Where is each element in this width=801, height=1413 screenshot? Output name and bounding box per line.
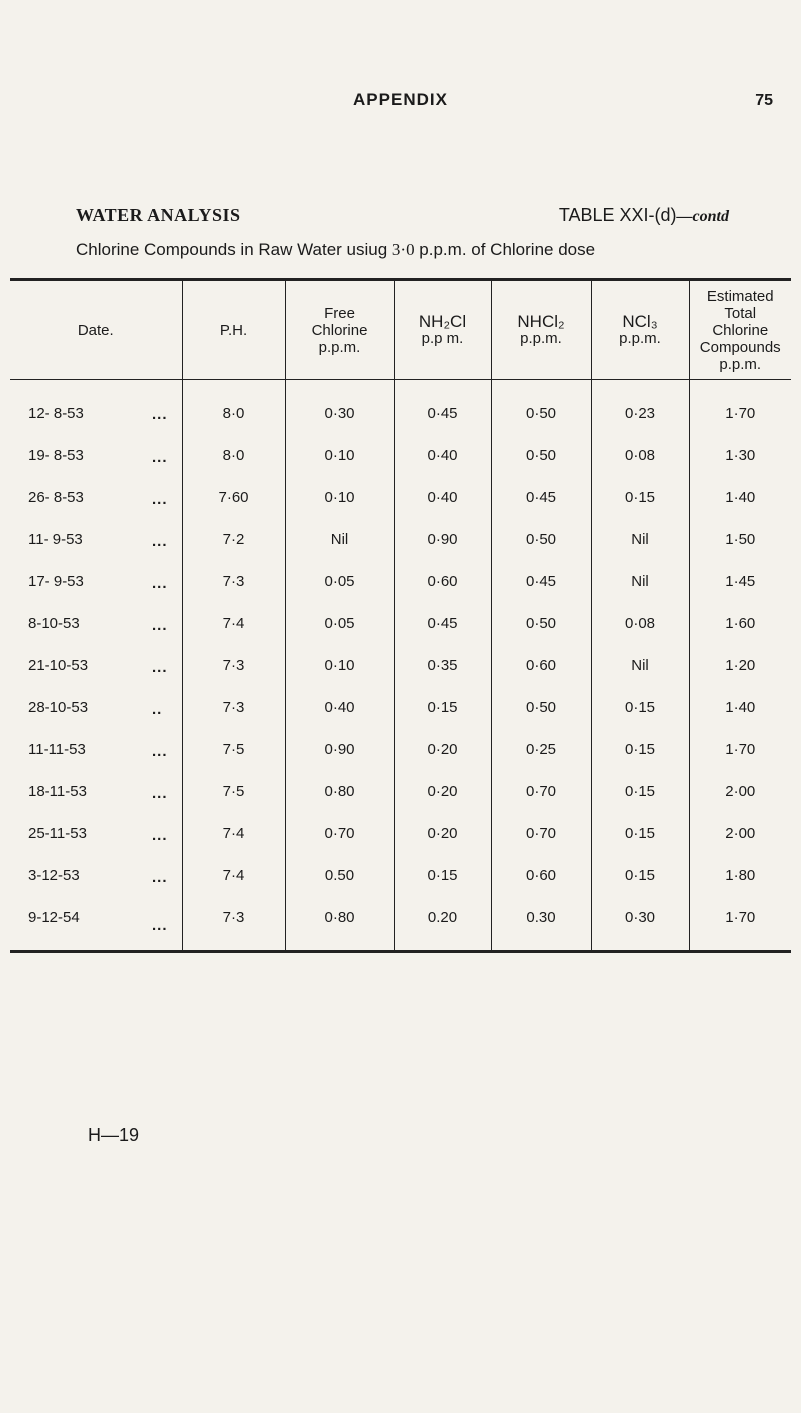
cell-date — [10, 560, 182, 602]
cell-nhcl2: 0·50 — [491, 686, 591, 728]
table-id-label: TABLE XXI-(d) — [558, 205, 677, 225]
page-header-title: APPENDIX — [353, 90, 448, 109]
col-header-free-line2: Chlorine — [311, 321, 368, 339]
cell-estimated-total: 2·00 — [689, 770, 791, 812]
cell-nhcl2: 0·50 — [491, 380, 591, 435]
row-leader-dots: ... — [152, 659, 168, 677]
cell-estimated-total: 1·45 — [689, 560, 791, 602]
row-date: 28-10-53 — [28, 698, 89, 716]
cell-nh2cl: 0·40 — [394, 476, 491, 518]
row-leader-dots: ... — [152, 449, 168, 467]
cell-ncl3: 0·15 — [591, 476, 689, 518]
cell-nh2cl: 0·60 — [394, 560, 491, 602]
table-row — [10, 476, 791, 518]
cell-free-chlorine: Nil — [285, 518, 394, 560]
cell-ph: 7·3 — [182, 896, 285, 952]
table-row — [10, 854, 791, 896]
row-leader-dots: ... — [152, 785, 168, 803]
cell-free-chlorine: 0·10 — [285, 434, 394, 476]
cell-nh2cl: 0·20 — [394, 728, 491, 770]
row-leader-dots: ... — [152, 406, 168, 424]
row-leader-dots: ... — [152, 827, 168, 845]
table-row — [10, 770, 791, 812]
cell-ncl3: 0·15 — [591, 770, 689, 812]
cell-ncl3: 0·15 — [591, 686, 689, 728]
table-row — [10, 602, 791, 644]
row-leader-dots: .. — [152, 701, 163, 719]
cell-free-chlorine: 0.50 — [285, 854, 394, 896]
cell-nh2cl: 0·15 — [394, 686, 491, 728]
col-header-nh2cl — [394, 280, 491, 380]
cell-estimated-total: 1·50 — [689, 518, 791, 560]
cell-nhcl2: 0·50 — [491, 434, 591, 476]
col-header-ncl3 — [591, 280, 689, 380]
cell-ncl3: 0·30 — [591, 896, 689, 952]
table-row — [10, 644, 791, 686]
section-title: WATER ANALYSIS — [76, 205, 241, 225]
row-date: 19- 8-53 — [28, 446, 84, 464]
subtitle-suffix: p.p.m. of Chlorine dose — [414, 240, 596, 259]
cell-date — [10, 434, 182, 476]
table-row — [10, 812, 791, 854]
row-date: 26- 8-53 — [28, 488, 84, 506]
col-header-nhcl2 — [491, 280, 591, 380]
cell-date — [10, 728, 182, 770]
col-header-nhcl2-line1: NHCl₂ — [517, 312, 565, 331]
cell-nhcl2: 0.30 — [491, 896, 591, 952]
cell-nhcl2: 0·25 — [491, 728, 591, 770]
cell-ph: 8·0 — [182, 434, 285, 476]
cell-estimated-total: 1·40 — [689, 476, 791, 518]
col-header-est-line1: Estimated — [706, 287, 774, 305]
cell-ph: 7·4 — [182, 812, 285, 854]
col-header-nh2cl-line1: NH₂Cl — [418, 312, 467, 331]
cell-free-chlorine: 0·10 — [285, 644, 394, 686]
cell-ncl3: 0·15 — [591, 728, 689, 770]
table-row — [10, 518, 791, 560]
row-date: 21-10-53 — [28, 656, 89, 674]
row-date: 9-12-54 — [28, 908, 80, 926]
cell-estimated-total: 2·00 — [689, 812, 791, 854]
col-header-ncl3-line2: p.p.m. — [619, 330, 661, 347]
table-id-contd: —contd — [676, 208, 729, 225]
cell-free-chlorine: 0·05 — [285, 560, 394, 602]
chlorine-compounds-table — [10, 278, 791, 953]
row-leader-dots: ... — [152, 533, 168, 551]
cell-nh2cl: 0·45 — [394, 380, 491, 435]
cell-ph: 8·0 — [182, 380, 285, 435]
cell-estimated-total: 1·40 — [689, 686, 791, 728]
col-header-date-label: Date. — [77, 321, 114, 339]
cell-date — [10, 602, 182, 644]
cell-estimated-total: 1·70 — [689, 728, 791, 770]
cell-nh2cl: 0·40 — [394, 434, 491, 476]
cell-ph: 7·4 — [182, 602, 285, 644]
cell-date — [10, 854, 182, 896]
row-date: 3-12-53 — [28, 866, 80, 884]
cell-ncl3: Nil — [591, 518, 689, 560]
header-row — [10, 280, 791, 380]
cell-free-chlorine: 0·80 — [285, 896, 394, 952]
table-body — [10, 380, 791, 952]
table-row — [10, 380, 791, 435]
cell-ph: 7·3 — [182, 686, 285, 728]
col-header-est-line5: p.p.m. — [719, 355, 762, 373]
cell-date — [10, 896, 182, 952]
col-header-est-line3: Chlorine — [712, 321, 769, 339]
cell-estimated-total: 1·60 — [689, 602, 791, 644]
cell-free-chlorine: 0·90 — [285, 728, 394, 770]
col-header-ph-label: P.H. — [219, 321, 248, 339]
cell-nh2cl: 0·90 — [394, 518, 491, 560]
cell-ph: 7·60 — [182, 476, 285, 518]
table-row — [10, 434, 791, 476]
row-leader-dots: ... — [152, 743, 168, 761]
cell-nh2cl: 0·20 — [394, 770, 491, 812]
cell-nhcl2: 0·70 — [491, 770, 591, 812]
col-header-nh2cl-line2: p.p m. — [421, 330, 464, 347]
subtitle-dose: 3·0 — [391, 240, 415, 259]
cell-free-chlorine: 0·30 — [285, 380, 394, 435]
page-number: 75 — [755, 92, 773, 109]
col-header-free-line3: p.p.m. — [318, 338, 361, 356]
col-header-nhcl2-line2: p.p.m. — [520, 330, 562, 347]
col-header-free-chlorine — [285, 280, 394, 380]
cell-ncl3: 0·15 — [591, 812, 689, 854]
cell-estimated-total: 1·80 — [689, 854, 791, 896]
cell-date — [10, 770, 182, 812]
col-header-ncl3-line1: NCl₃ — [622, 312, 658, 331]
cell-estimated-total: 1·70 — [689, 896, 791, 952]
cell-ncl3: 0·08 — [591, 602, 689, 644]
cell-ncl3: Nil — [591, 644, 689, 686]
table-row — [10, 686, 791, 728]
cell-estimated-total: 1·20 — [689, 644, 791, 686]
cell-date — [10, 476, 182, 518]
cell-nhcl2: 0·60 — [491, 644, 591, 686]
cell-ncl3: 0·15 — [591, 854, 689, 896]
cell-nh2cl: 0·35 — [394, 644, 491, 686]
row-leader-dots: ... — [152, 491, 168, 509]
subtitle-text: Chlorine Compounds in Raw Water usiug — [76, 240, 392, 259]
cell-ph: 7·3 — [182, 560, 285, 602]
row-date: 12- 8-53 — [28, 404, 84, 422]
table-subtitle — [76, 240, 595, 260]
row-date: 25-11-53 — [28, 824, 87, 842]
cell-date — [10, 812, 182, 854]
cell-free-chlorine: 0·70 — [285, 812, 394, 854]
col-header-ph — [182, 280, 285, 380]
cell-date — [10, 644, 182, 686]
cell-date — [10, 380, 182, 435]
row-leader-dots: ... — [152, 617, 168, 635]
table-row — [10, 896, 791, 952]
row-leader-dots: ... — [152, 869, 168, 887]
cell-nhcl2: 0·50 — [491, 518, 591, 560]
row-leader-dots: ... — [152, 575, 168, 593]
cell-nhcl2: 0·60 — [491, 854, 591, 896]
table-id — [559, 205, 729, 226]
cell-free-chlorine: 0·80 — [285, 770, 394, 812]
col-header-estimated-total — [689, 280, 791, 380]
footer-code: H—19 — [88, 1125, 140, 1145]
cell-ph: 7·4 — [182, 854, 285, 896]
cell-free-chlorine: 0·40 — [285, 686, 394, 728]
cell-date — [10, 686, 182, 728]
cell-nhcl2: 0·50 — [491, 602, 591, 644]
cell-nhcl2: 0·45 — [491, 476, 591, 518]
cell-estimated-total: 1·30 — [689, 434, 791, 476]
row-date: 18-11-53 — [28, 782, 87, 800]
table-row — [10, 728, 791, 770]
cell-nh2cl: 0·15 — [394, 854, 491, 896]
row-leader-dots: ... — [152, 917, 168, 935]
cell-ph: 7·2 — [182, 518, 285, 560]
col-header-free-line1: Free — [324, 304, 355, 322]
cell-nhcl2: 0·45 — [491, 560, 591, 602]
cell-ph: 7·5 — [182, 728, 285, 770]
cell-ph: 7·5 — [182, 770, 285, 812]
cell-free-chlorine: 0·10 — [285, 476, 394, 518]
col-header-est-line2: Total — [724, 304, 757, 322]
cell-nhcl2: 0·70 — [491, 812, 591, 854]
table-row — [10, 560, 791, 602]
cell-ph: 7·3 — [182, 644, 285, 686]
col-header-est-line4: Compounds — [699, 338, 781, 356]
row-date: 8-10-53 — [28, 614, 80, 632]
cell-ncl3: 0·23 — [591, 380, 689, 435]
cell-ncl3: Nil — [591, 560, 689, 602]
col-header-date — [10, 280, 182, 380]
cell-nh2cl: 0.20 — [394, 896, 491, 952]
cell-free-chlorine: 0·05 — [285, 602, 394, 644]
cell-nh2cl: 0·45 — [394, 602, 491, 644]
row-date: 17- 9-53 — [28, 572, 84, 590]
cell-estimated-total: 1·70 — [689, 380, 791, 435]
cell-date — [10, 518, 182, 560]
cell-nh2cl: 0·20 — [394, 812, 491, 854]
row-date: 11-11-53 — [28, 740, 86, 758]
row-date: 11- 9-53 — [28, 530, 83, 548]
cell-ncl3: 0·08 — [591, 434, 689, 476]
